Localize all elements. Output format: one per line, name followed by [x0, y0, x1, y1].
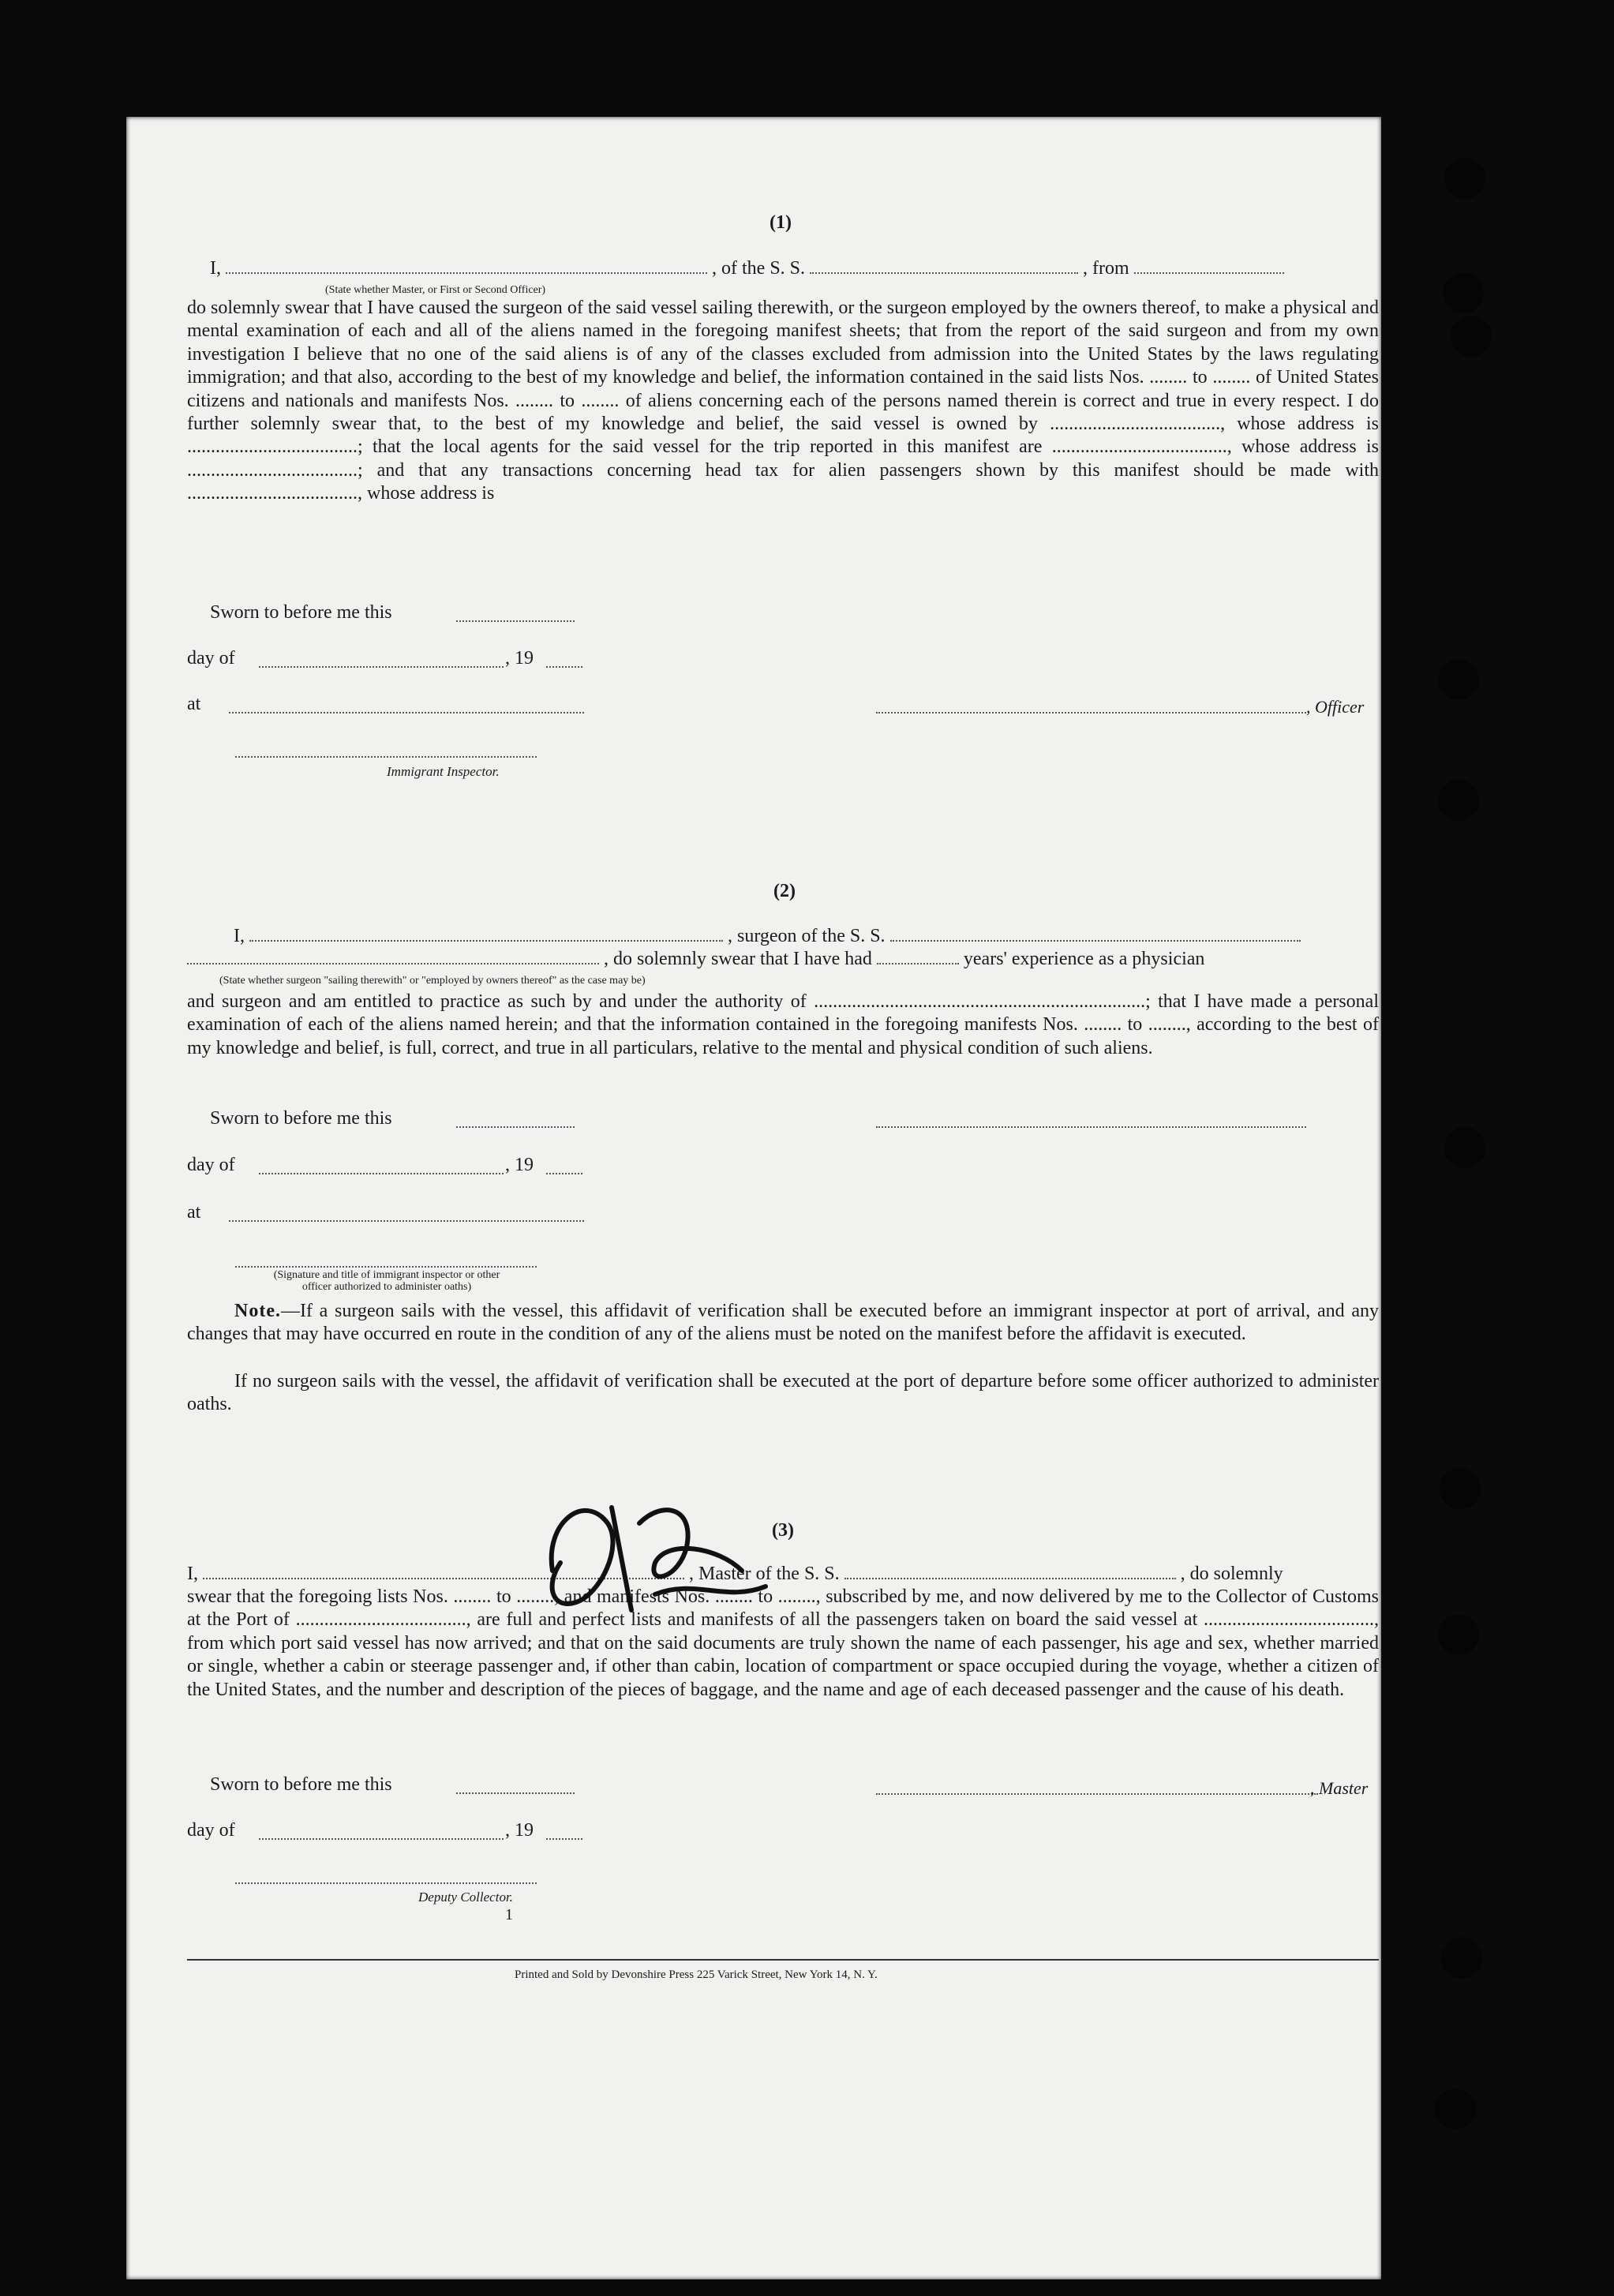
- binder-hole: [1438, 659, 1479, 700]
- collector-number: 1: [505, 1906, 513, 1923]
- binder-hole: [1444, 158, 1485, 199]
- note-text-2: If no surgeon sails with the vessel, the affidavit of verification shall be executed at the port of departure before some officer authorized to administer oaths.: [187, 1371, 1379, 1415]
- from-port-field[interactable]: [1134, 258, 1284, 274]
- oath-body-1: do solemnly swear that I have caused the surgeon of the said vessel sailing therewith, or the surgeon employed by the owners thereof, to make a physical and mental examination of each and all of the aliens named in the foregoing manifest sheets; that from the report of the said surgeon and from my own investigation I believe that no one of the said aliens is of any of the classes excluded from admission into the United States by the laws regulating immigration; and that also, according to the best of my knowledge and belief, the information contained in the said lists Nos. ........ to ........ of United States citizens and nationals and manifests Nos. ........ to ........ of aliens concerning each of the persons named therein is correct and true in every respect. I do further solemnly swear that, to the best of my knowledge and belief, the said vessel is owned by ...................................., whose address is ....................................; that the local agents for the said vessel for the trip reported in this manifest are ....................................., whose address is ....................................; and that any transactions concerning head tax for alien passengers shown by this manifest should be made with ...................................., whose address is: [187, 298, 1379, 504]
- sworn-day-field-3[interactable]: [456, 1792, 575, 1794]
- surgeon-of-label: , surgeon of the S. S.: [728, 926, 886, 946]
- oath-body-3: swear that the foregoing lists Nos. ........ to ........, and manifests Nos. ........ to ........, subscribed by me, and now delivered by me to the Collector of Customs at the Port of ...................................., are full and perfect lists and manifests of all the passengers taken on board the said vessel at ...................................., from which port said vessel has now arrived; and that on the said documents are truly shown the name of each passenger, his age and sex, whether married or single, whether a cabin or steerage passenger and, if other than cabin, location of compartment or space occupied during the voyage, whether a citizen of the United States, and the number and description of the pieces of baggage, and the name and age of each deceased passenger and the cause of his death.: [187, 1586, 1379, 1700]
- sworn-day-field-2[interactable]: [456, 1126, 575, 1128]
- sworn-label-2: Sworn to before me this: [210, 1108, 392, 1129]
- year-label-3: , 19: [505, 1820, 534, 1841]
- inspector-field-2[interactable]: [876, 1126, 1306, 1128]
- binder-hole: [1441, 1938, 1482, 1979]
- binder-hole: [1438, 1614, 1479, 1655]
- sworn-label-3: Sworn to before me this: [210, 1774, 392, 1795]
- officer-label: , Officer: [1306, 697, 1365, 717]
- year-field-2[interactable]: [546, 1173, 582, 1174]
- do-solemnly-label: , do solemnly: [1180, 1564, 1283, 1584]
- swear-label-2: , do solemnly swear that I have had: [604, 949, 872, 969]
- experience-label: years' experience as a physician: [963, 949, 1205, 969]
- note-paragraph-1: [187, 1300, 1379, 1347]
- vessel-name-field[interactable]: [810, 258, 1078, 274]
- binder-hole: [1438, 780, 1479, 821]
- state-hint-2: (State whether surgeon "sailing therewith" or "employed by owners thereof" as the case may be): [219, 975, 646, 987]
- years-field[interactable]: [877, 949, 959, 964]
- printer-imprint: Printed and Sold by Devonshire Press 225 Varick Street, New York 14, N. Y.: [515, 1968, 878, 1981]
- surgeon-status-field[interactable]: [187, 949, 599, 964]
- note-text-1: —If a surgeon sails with the vessel, this affidavit of verification shall be executed before an immigrant inspector at port of arrival, and any changes that may have occurred en route in the condition of any of the aliens must be noted on the manifest before the affidavit is executed.: [187, 1301, 1379, 1345]
- day-of-label-3: day of: [187, 1820, 235, 1841]
- day-of-field-3[interactable]: [259, 1838, 504, 1840]
- experience-line: [187, 948, 1204, 970]
- section-number-1: (1): [770, 212, 792, 233]
- binder-hole: [1451, 316, 1492, 357]
- i-label-3: I,: [187, 1564, 198, 1584]
- day-of-field-2[interactable]: [259, 1173, 504, 1174]
- state-hint-1: (State whether Master, or First or Second Officer): [325, 284, 546, 296]
- at-field-1[interactable]: [229, 712, 584, 714]
- year-field-1[interactable]: [546, 666, 582, 668]
- year-label-1: , 19: [505, 648, 534, 669]
- binder-hole: [1443, 272, 1484, 313]
- collector-signature-field[interactable]: [235, 1882, 537, 1884]
- from-label: , from: [1083, 258, 1129, 279]
- surgeon-name-field[interactable]: [249, 926, 723, 942]
- master-vessel-field[interactable]: [844, 1564, 1176, 1579]
- master-of-label: , Master of the S. S.: [689, 1564, 840, 1584]
- surgeon-vessel-field[interactable]: [890, 926, 1301, 942]
- signature-field-2[interactable]: [235, 1266, 537, 1268]
- binder-hole: [1440, 1468, 1481, 1509]
- day-of-label-2: day of: [187, 1155, 235, 1175]
- oath-body-2: and surgeon and am entitled to practice as such by and under the authority of ......................................................................; that I have made a personal examination of each of the aliens named herein; and that the information contained in the foregoing manifests Nos. ........ to ........, according to the best of my knowledge and belief, is full, correct, and true in all particulars, relative to the mental and physical condition of such aliens.: [187, 991, 1379, 1058]
- i-label-2: I,: [234, 926, 245, 946]
- binder-hole: [1444, 1127, 1485, 1168]
- year-label-2: , 19: [505, 1155, 534, 1175]
- officer-signature-field[interactable]: [876, 712, 1306, 714]
- day-of-field-1[interactable]: [259, 666, 504, 668]
- at-label-2: at: [187, 1202, 201, 1223]
- sworn-label-1: Sworn to before me this: [210, 602, 392, 623]
- section-number-2: (2): [773, 881, 796, 901]
- officer-name-field[interactable]: [226, 258, 707, 274]
- collector-label: Deputy Collector.: [418, 1890, 513, 1905]
- year-field-3[interactable]: [546, 1838, 582, 1840]
- inspector-label: Immigrant Inspector.: [387, 764, 500, 779]
- note-label: Note.: [234, 1301, 281, 1321]
- at-label-1: at: [187, 694, 201, 714]
- i-label: I,: [210, 258, 221, 279]
- note-paragraph-2: [187, 1370, 1379, 1417]
- of-ss-label: , of the S. S.: [712, 258, 806, 279]
- master-label: , Master: [1310, 1778, 1369, 1798]
- oath-line-1: [210, 257, 1284, 279]
- signature-hint-2: (Signature and title of immigrant inspector or other officer authorized to administer oaths): [273, 1269, 500, 1293]
- binder-hole: [1435, 2088, 1476, 2129]
- surgeon-line: [234, 925, 1301, 947]
- inspector-signature-field[interactable]: [235, 756, 537, 758]
- section-number-3: (3): [772, 1520, 794, 1541]
- sworn-day-field-1[interactable]: [456, 620, 575, 622]
- day-of-label-1: day of: [187, 648, 235, 669]
- at-field-2[interactable]: [229, 1220, 584, 1222]
- handwritten-signature: [537, 1476, 773, 1626]
- master-signature-field[interactable]: [876, 1793, 1318, 1795]
- footer-rule: [187, 1959, 1379, 1961]
